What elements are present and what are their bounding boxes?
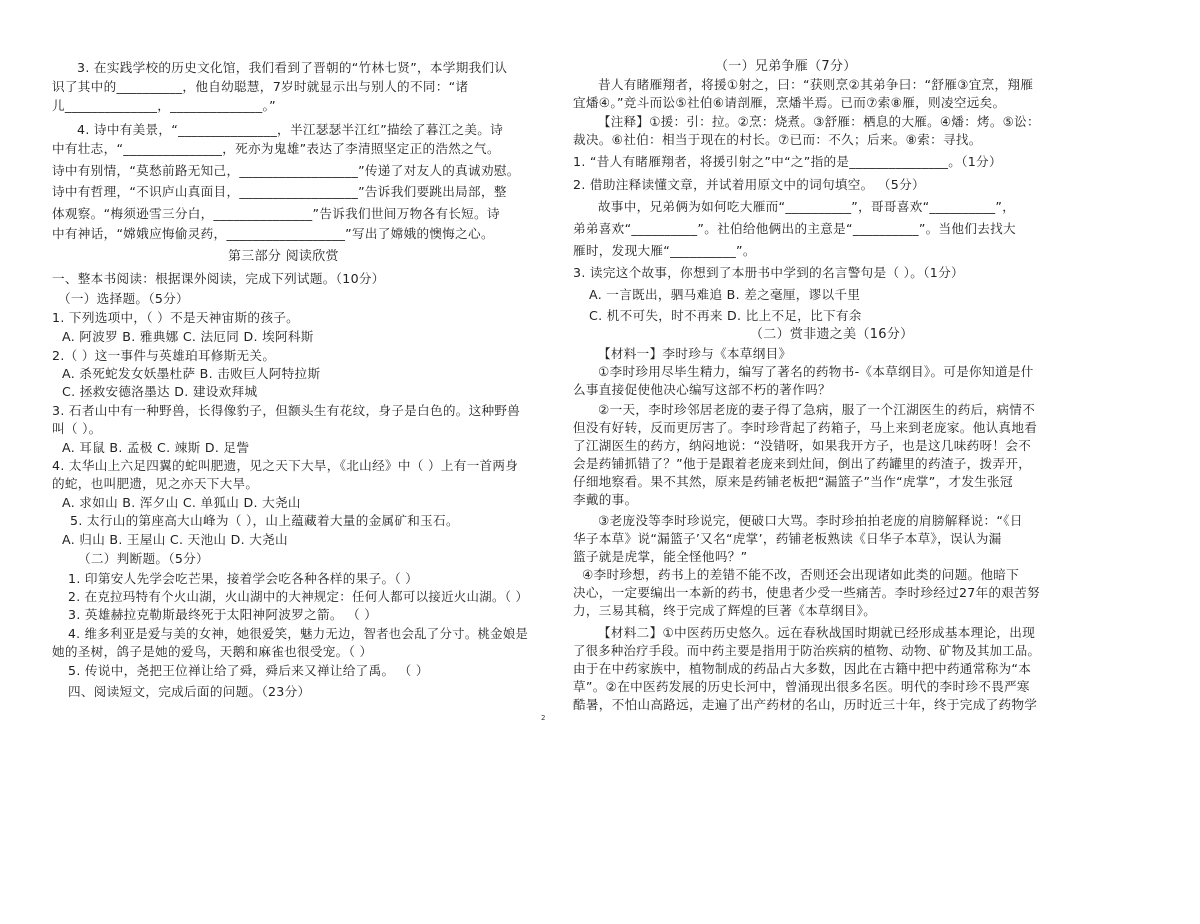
passage-q2-line-1: 故事中，兄弟俩为如何吃大雁而“__________”，哥哥喜欢“__________”，: [598, 199, 1016, 214]
passage-2-title: （二）赏非遗之美（16分）: [750, 327, 914, 342]
passage-q2-line-3: 雁时，发现大雁“__________”。: [573, 243, 756, 258]
material-2-line-2: 了很多种治疗手段。而中药主要是指用于防治疾病的植物、动物、矿物及其加工品。: [573, 643, 1041, 658]
judge-q2: 2. 在克拉玛特有个火山湖，火山湖中的大神规定：任何人都可以接近火山湖。（ ）: [68, 589, 529, 604]
question-4-line-4: 诗中有哲理，“不识庐山真面目，__________________”告诉我们要跳出局部，整: [52, 184, 507, 199]
passage-q3: 3. 读完这个故事，你想到了本册书中学到的名言警句是（ ）。（1分）: [573, 265, 964, 280]
section-1-heading: 一、整本书阅读：根据课外阅读，完成下列试题。（10分）: [52, 271, 385, 286]
material-1-p3-line-2: 华子本草》说“漏篮子’又名“虎掌’，药铺老板熟读《日华子本草》，误认为漏: [573, 531, 1002, 546]
choice-q5: 5. 太行山的第座高大山峰为（ ），山上蕴藏着大量的金属矿和玉石。: [70, 513, 459, 528]
question-4-line-3: 诗中有别情，“莫愁前路无知己，__________________”传递了对友人的真诚劝慰。: [52, 163, 520, 178]
choice-q2-options-cd: C. 拯救安德洛墨达 D. 建设欢拜城: [62, 384, 258, 399]
material-1-p4-line-2: 决心，一定要编出一本新的药书，使患者少受一些痛苦。李时珍经过27年的艰苦努: [573, 585, 1040, 600]
material-2-line-4: 草”。②在中医药发展的历史长河中，曾涌现出很多名医。明代的李时珍不畏严寒: [573, 679, 1030, 694]
judge-heading: （二）判断题。（5分）: [78, 551, 209, 566]
passage-1-title: （一）兄弟争雁（7分）: [715, 59, 857, 74]
material-1-heading: 【材料一】李时珍与《本草纲目》: [598, 346, 792, 361]
material-1-p2-line-1: ②一天，李时珍邻居老庞的妻子得了急病，服了一个江湖医生的药后，病情不: [598, 402, 1036, 417]
material-1-p3-line-1: ③老庞没等李时珍说完，便破口大骂。李时珍拍拍老庞的肩膀解释说：“《日: [598, 513, 1023, 528]
material-2-line-3: 由于在中药家族中，植物制成的药品占大多数，因此在古籍中把中药通常称为“本: [573, 661, 1032, 676]
part-3-heading: 第三部分 阅读欣赏: [228, 249, 339, 264]
question-3-line-1: 3. 在实践学校的历史文化馆，我们看到了晋朝的“竹林七贤”，本学期我们认: [77, 60, 508, 75]
question-3-line-3: 儿______________，______________。”: [52, 98, 276, 113]
material-1-p1-line-1: ①李时珍用尽毕生精力，编写了著名的药物书-《本草纲目》。可是你知道是什: [598, 364, 1034, 379]
judge-q1: 1. 印第安人先学会吃芒果，接着学会吃各种各样的果子。（ ）: [68, 571, 419, 586]
choice-q4-line-1: 4. 太华山上六足四翼的蛇叫肥遗，见之天下大旱，《北山经》中（ ）上有一首两身: [52, 458, 519, 473]
choice-q3-line-1: 3. 石者山中有一种野兽，长得像豹子，但额头生有花纹，身子是白色的。这种野兽: [52, 403, 521, 418]
question-4-line-1: 4. 诗中有美景，“_______________，半江瑟瑟半江红”描绘了暮江之美。诗: [77, 122, 504, 137]
choice-q1-options: A. 阿波罗 B. 雅典娜 C. 法厄同 D. 埃阿科斯: [62, 329, 314, 344]
choice-q2: 2.（ ）这一事件与英雄珀耳修斯无关。: [52, 348, 276, 363]
choice-q3-options: A. 耳鼠 B. 孟极 C. 竦斯 D. 足訾: [62, 440, 250, 455]
choice-q4-options: A. 求如山 B. 浑夕山 C. 单狐山 D. 大尧山: [62, 495, 301, 510]
passage-q1: 1. “昔人有睹雁翔者，将援引射之”中“之”指的是_______________。（1分）: [573, 154, 1002, 169]
material-1-p2-line-2: 但没有好转，反而更厉害了。李时珍背起了药箱子，马上来到老庞家。他认真地看: [573, 420, 1038, 435]
judge-q5: 5. 传说中，尧把王位禅让给了舜，舜后来又禅让给了禹。 （ ）: [68, 663, 429, 678]
section-4-heading: 四、阅读短文，完成后面的问题。（23分）: [68, 684, 311, 699]
question-3-line-2: 识了其中的__________，他自幼聪慧，7岁时就显示出与别人的不同：“诸: [52, 79, 469, 94]
choice-heading: （一）选择题。（5分）: [58, 291, 189, 306]
material-1-p4-line-1: ④李时珍想，药书上的差错不能不改，否则还会出现诸如此类的问题。他暗下: [582, 567, 1020, 582]
choice-q5-options: A. 归山 B. 王屋山 C. 天池山 D. 大尧山: [62, 532, 288, 547]
question-4-line-6: 中有神话，“嫦娥应悔偷灵药，__________________”写出了嫦娥的懊悔之心。: [52, 226, 494, 241]
material-2-line-1: 【材料二】①中医药历史悠久。远在春秋战国时期就已经形成基本理论，出现: [598, 625, 1036, 640]
judge-q3: 3. 英雄赫拉克勒斯最终死于太阳神阿波罗之箭。 （ ）: [68, 607, 378, 622]
judge-q4-line-1: 4. 维多利亚是爱与美的女神，她很爱笑，魅力无边，智者也会乱了分寸。桃金娘是: [68, 626, 529, 641]
notes-line-1: 【注释】①援：引：拉。②烹：烧煮。③舒雁：栖息的大雁。④燔：烤。⑤讼：: [598, 114, 1040, 129]
question-4-line-5: 体观察。“梅须逊雪三分白，_______________”告诉我们世间万物各有长短。诗: [52, 206, 500, 221]
material-1-p1-line-2: 么事直接促使他决心编写这部不朽的著作吗？: [573, 382, 831, 397]
passage-q3-options-ab: A. 一言既出，驷马难追 B. 差之毫厘，谬以千里: [589, 287, 861, 302]
choice-q2-options-ab: A. 杀死蛇发女妖墨杜萨 B. 击败巨人阿特拉斯: [62, 366, 321, 381]
material-1-p2-line-5: 仔细地察看。果不其然，原来是药铺老板把“漏篮子”当作“虎掌”，才发生张冠: [573, 474, 1013, 489]
passage-q2-line-2: 弟弟喜欢“__________”。社伯给他俩出的主意是“__________”。当他们去找大: [573, 221, 1016, 236]
question-4-line-2: 中有壮志，“_______________，死亦为鬼雄”表达了李清照坚定正的浩然之气。: [52, 141, 500, 156]
passage-q2: 2. 借助注释读懂文章，并试着用原文中的词句填空。 （5分）: [573, 177, 925, 192]
choice-q3-line-2: 叫（ ）。: [52, 421, 102, 436]
material-1-p2-line-6: 李戴的事。: [573, 492, 638, 507]
material-1-p3-line-3: 篮子就是虎掌，能全怪他吗？”: [573, 549, 748, 564]
page-number: 2: [541, 714, 546, 722]
material-1-p4-line-3: 力，三易其稿，终于完成了辉煌的巨著《本草纲目》。: [573, 603, 877, 618]
choice-q4-line-2: 的蛇，也叫肥遗，见之亦天下大旱。: [52, 476, 259, 491]
passage-1-line-2: 宜燔④。”竞斗而讼⑤社伯⑥请剖雁，烹燔半焉。已而⑦索⑧雁，则凌空远矣。: [573, 95, 1006, 110]
judge-q4-line-2: 她的圣树，鸽子是她的爱鸟，天鹅和麻雀也很受宠。（ ）: [52, 644, 373, 659]
material-1-p2-line-3: 了江湖医生的药方，纳闷地说：“没错呀，如果我开方子，也是这几味药呀！会不: [573, 438, 1032, 453]
passage-1-line-1: 昔人有睹雁翔者，将援①射之，曰：“获则烹②其弟争曰：“舒雁③宜烹，翔雁: [598, 77, 1034, 92]
notes-line-2: 裁决。⑥社伯：相当于现在的村长。⑦已而：不久；后来。⑧索：寻找。: [573, 132, 982, 147]
choice-q1: 1. 下列选项中，（ ）不是天神宙斯的孩子。: [52, 310, 300, 325]
passage-q3-options-cd: C. 机不可失，时不再来 D. 比上不足，比下有余: [589, 308, 862, 323]
material-2-line-5: 酷暑，不怕山高路远，走遍了出产药材的名山，历时近三十年，终于完成了药物学: [573, 697, 1038, 712]
material-1-p2-line-4: 会是药铺抓错了？”他于是跟着老庞来到灶间，倒出了药罐里的药渣子，拨弄开，: [573, 456, 1032, 471]
